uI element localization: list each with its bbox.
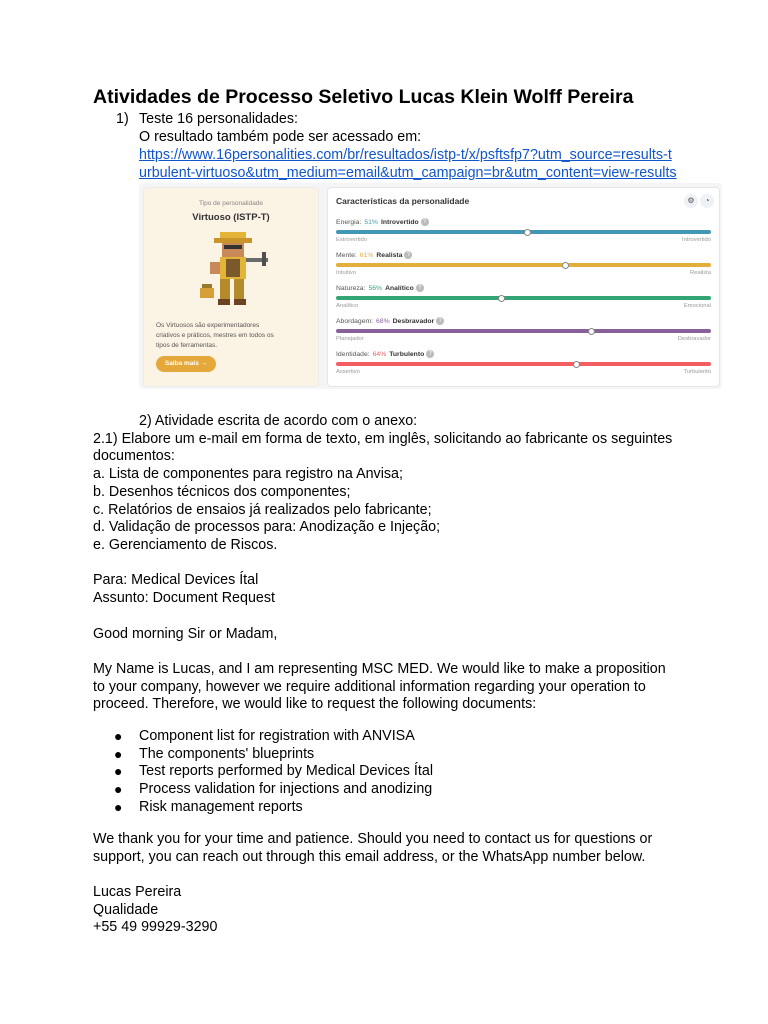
request-list-item: b. Desenhos técnicos dos componentes;: [93, 484, 351, 500]
document-bullet-item: Risk management reports: [139, 799, 303, 815]
trait-left-end: Assertivo: [336, 369, 360, 375]
bullet-icon: ●: [114, 763, 123, 779]
item-2-heading: 2) Atividade escrita de acordo com o anexo:: [139, 413, 418, 429]
trait-percent: 68%: [376, 317, 390, 325]
document-bullet-item: Process validation for injections and anodizing: [139, 781, 433, 797]
help-icon[interactable]: ?: [416, 284, 424, 292]
bullet-icon: ●: [114, 746, 123, 762]
results-link-line-2[interactable]: urbulent-virtuoso&utm_medium=email&utm_campaign=br&utm_content=view-results: [139, 165, 677, 181]
trait-right-end: Introvertido: [682, 237, 711, 243]
request-list-item: a. Lista de componentes para registro na Anvisa;: [93, 466, 403, 482]
email-to: Para: Medical Devices Ítal: [93, 572, 259, 588]
saiba-mais-button[interactable]: Saiba mais →: [156, 356, 216, 372]
email-body-line: to your company, however we require additional information regarding your operation to: [93, 679, 646, 695]
type-description-line-2: criativos e práticos, mestres em todos os: [156, 332, 274, 339]
email-body-line: My Name is Lucas, and I am representing MSC MED. We would like to make a proposition: [93, 661, 666, 677]
traits-title: Características da personalidade: [336, 196, 470, 206]
bullet-icon: ●: [114, 781, 123, 797]
item-1-number: 1): [116, 111, 129, 127]
document-bullet-item: The components' blueprints: [139, 746, 315, 762]
request-list-item: d. Validação de processos para: Anodização e Injeção;: [93, 519, 441, 535]
help-icon[interactable]: ?: [404, 251, 412, 259]
trait-dominant: Realista: [376, 251, 403, 259]
personality-type-card: [143, 187, 319, 387]
trait-left-end: Planejador: [336, 336, 364, 342]
trait-label: [336, 317, 444, 325]
result-text: O resultado também pode ser acessado em:: [139, 129, 422, 145]
item-2-intro-line-2: documentos:: [93, 448, 175, 464]
email-closing-line: We thank you for your time and patience. Should you need to contact us for questions or: [93, 831, 653, 847]
trait-label: [336, 218, 429, 226]
trait-bar: [336, 329, 711, 333]
signature-name: Lucas Pereira: [93, 884, 182, 900]
item-2-intro-line-1: 2.1) Elabore um e-mail em forma de texto, em inglês, solicitando ao fabricante os seguintes: [93, 431, 673, 447]
trait-right-end: Realista: [690, 270, 711, 276]
trait-dominant: Analítico: [385, 284, 414, 292]
traits-card: [327, 187, 720, 387]
trait-dominant: Turbulento: [389, 350, 425, 358]
trait-percent: 61%: [359, 251, 374, 259]
trait-bar: [336, 296, 711, 300]
trait-name: Energia:: [336, 218, 362, 226]
trait-label: [336, 251, 412, 259]
virtuoso-character-illustration: [196, 228, 276, 314]
help-icon[interactable]: ?: [421, 218, 429, 226]
trait-percent: 64%: [372, 350, 387, 358]
email-greeting: Good morning Sir or Madam,: [93, 626, 278, 642]
help-icon[interactable]: ?: [436, 317, 444, 325]
bullet-icon: ●: [114, 799, 123, 815]
trait-left-end: Analítico: [336, 303, 359, 309]
email-subject: Assunto: Document Request: [93, 590, 275, 606]
type-description-line-3: tipos de ferramentas.: [156, 342, 218, 349]
signature-department: Qualidade: [93, 902, 159, 918]
email-closing-line: support, you can reach out through this email address, or the WhatsApp number below.: [93, 849, 646, 865]
email-body-line: proceed. Therefore, we would like to request the following documents:: [93, 696, 537, 712]
results-link-line-1[interactable]: https://www.16personalities.com/br/resultados/istp-t/x/psftsfp7?utm_source=results-t: [139, 147, 672, 163]
trait-bar: [336, 263, 711, 267]
trait-label: [336, 350, 434, 358]
help-icon[interactable]: ?: [426, 350, 434, 358]
trait-marker: [562, 262, 569, 269]
type-name: Virtuoso (ISTP-T): [192, 212, 270, 223]
trait-marker: [498, 295, 505, 302]
trait-marker: [573, 361, 580, 368]
trait-left-end: Extrovertido: [336, 237, 367, 243]
trait-percent: 51%: [364, 218, 378, 226]
document-title: Atividades de Processo Seletivo Lucas Klein Wolff Pereira: [93, 86, 634, 108]
trait-name: Natureza:: [336, 284, 366, 292]
sliders-icon[interactable]: ⚙: [684, 194, 698, 208]
trait-name: Identidade:: [336, 350, 370, 358]
personality-result-image: [139, 183, 722, 389]
trait-label: [336, 284, 424, 292]
item-1-heading: Teste 16 personalidades:: [139, 111, 298, 127]
trait-dominant: Introvertido: [380, 218, 419, 226]
request-list-item: e. Gerenciamento de Riscos.: [93, 537, 278, 553]
trait-marker: [524, 229, 531, 236]
trait-dominant: Desbravador: [392, 317, 435, 325]
bullet-icon: ●: [114, 728, 123, 744]
trait-right-end: Desbravador: [677, 336, 711, 342]
request-list-item: c. Relatórios de ensaios já realizados pelo fabricante;: [93, 502, 432, 518]
trait-right-end: Emocional: [683, 303, 711, 309]
trait-bar: [336, 362, 711, 366]
trait-name: Mente:: [336, 251, 357, 259]
document-bullet-item: Test reports performed by Medical Devices Ítal: [139, 763, 433, 779]
trait-percent: 56%: [368, 284, 383, 292]
type-description-line-1: Os Virtuosos são experimentadores: [156, 322, 260, 329]
trait-left-end: Intuitivo: [336, 270, 356, 276]
trait-right-end: Turbulento: [683, 369, 711, 375]
share-icon[interactable]: ◔: [700, 194, 714, 208]
document-bullet-item: Component list for registration with ANVISA: [139, 728, 415, 744]
type-caption: Tipo de personalidade: [198, 200, 264, 207]
trait-name: Abordagem:: [336, 317, 374, 325]
signature-phone: +55 49 99929-3290: [93, 919, 218, 935]
trait-marker: [588, 328, 595, 335]
